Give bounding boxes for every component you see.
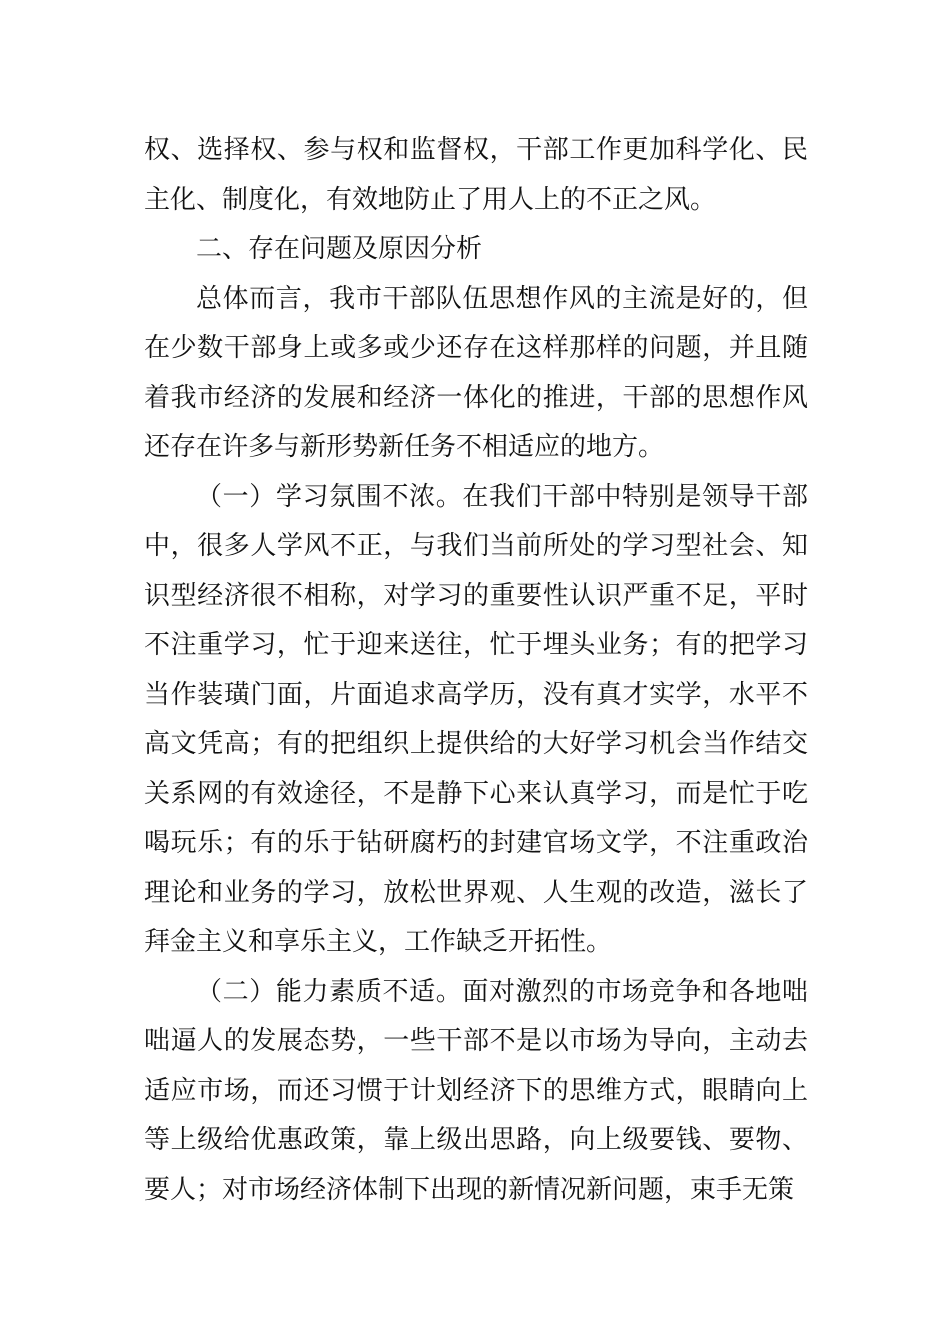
paragraph-overview: 总体而言，我市干部队伍思想作风的主流是好的，但在少数干部身上或多或少还存在这样那样的问题，并且随着我市经济的发展和经济一体化的推进，干部的思想作风还存在许多与新形势新任务不相适应的地方。 <box>144 283 808 462</box>
section-heading: 二、存在问题及原因分析 <box>196 234 483 264</box>
document-body <box>144 126 808 1215</box>
paragraph-item-2: （二）能力素质不适。面对激烈的市场竞争和各地咄咄逼人的发展态势，一些干部不是以市场为导向，主动去适应市场，而还习惯于计划经济下的思维方式，眼睛向上等上级给优惠政策，靠上级出思路，向上级要钱、要物、要人；对市场经济体制下出现的新情况新问题，束手无策 <box>144 976 808 1205</box>
paragraph-continuation: 权、选择权、参与权和监督权，干部工作更加科学化、民主化、制度化，有效地防止了用人上的不正之风。 <box>144 135 808 215</box>
paragraph-item-1: （一）学习氛围不浓。在我们干部中特别是领导干部中，很多人学风不正，与我们当前所处的学习型社会、知识型经济很不相称，对学习的重要性认识严重不足，平时不注重学习，忙于迎来送往，忙于埋头业务；有的把学习当作装璜门面，片面追求高学历，没有真才实学，水平不高文凭高；有的把组织上提供给的大好学习机会当作结交关系网的有效途径，不是静下心来认真学习，而是忙于吃喝玩乐；有的乐于钻研腐朽的封建官场文学，不注重政治理论和业务的学习，放松世界观、人生观的改造，滋长了拜金主义和享乐主义，工作缺乏开拓性。 <box>144 481 808 957</box>
